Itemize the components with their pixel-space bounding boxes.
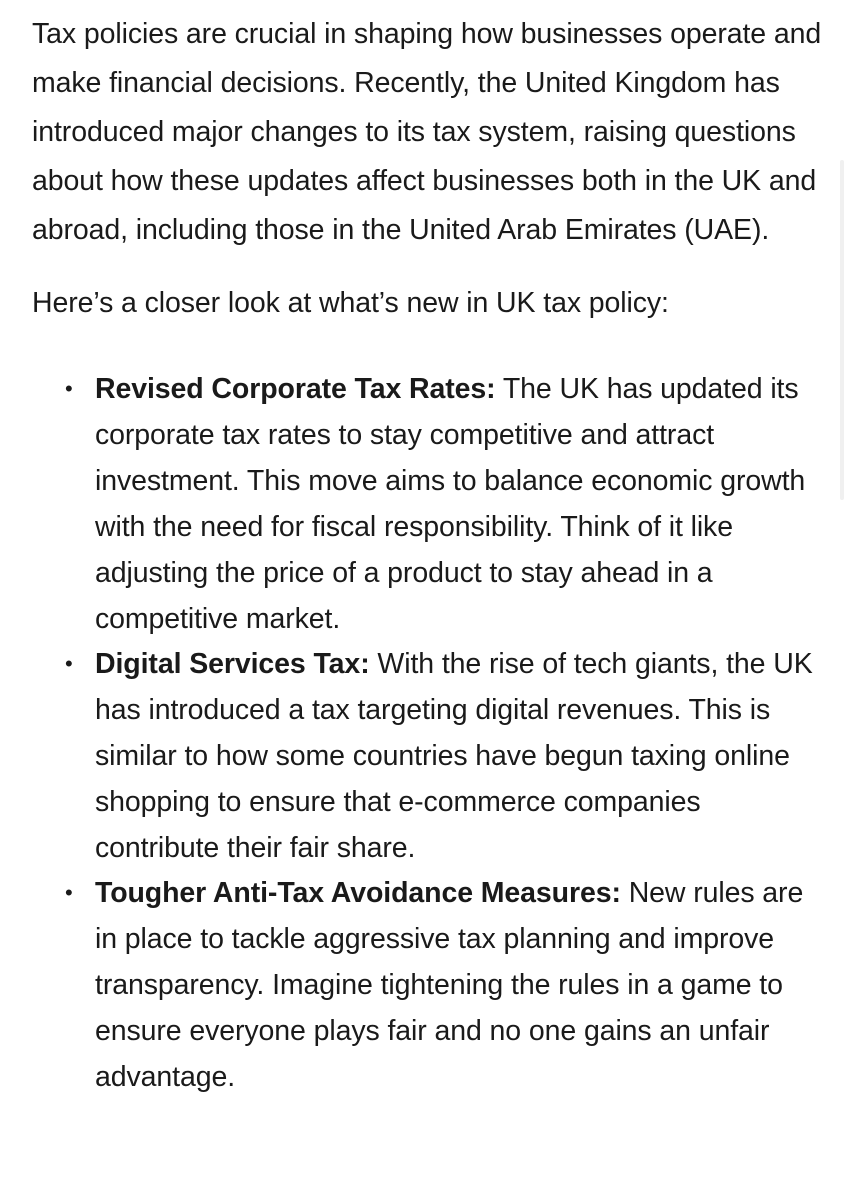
bullet-icon: •: [65, 880, 73, 905]
intro-paragraph: Tax policies are crucial in shaping how businesses operate and make financial decisions. Recently, the United Kingdom has introduced major changes to its tax system, raising questions about how these updates affect businesses both in the UK and abroad, including those in the United Arab Emirates (UAE).: [32, 18, 822, 246]
article-body: [32, 10, 822, 1099]
list-item: [32, 366, 822, 642]
scrollbar[interactable]: [840, 160, 844, 500]
list-item: [32, 641, 822, 871]
bullet-icon: •: [65, 376, 73, 401]
list-item: [32, 870, 822, 1100]
lead-in-paragraph: Here’s a closer look at what’s new in UK tax policy:: [32, 287, 669, 319]
list-item-title: Revised Corporate Tax Rates:: [95, 373, 496, 405]
list-item-title: Digital Services Tax:: [95, 648, 370, 680]
list-item-title: Tougher Anti-Tax Avoidance Measures:: [95, 877, 621, 909]
bullet-icon: •: [65, 651, 73, 676]
list-item-text: With the rise of tech giants, the UK has introduced a tax targeting digital revenues. This is similar to how some countries have begun taxing online shopping to ensure that e-commerce companies contribute their fair share.: [95, 648, 813, 864]
list-item-text: The UK has updated its corporate tax rates to stay competitive and attract investment. This move aims to balance economic growth with the need for fiscal responsibility. Think of it like adjusting the price of a product to stay ahead in a competitive market.: [95, 373, 806, 635]
policy-list: [32, 366, 822, 1100]
list-item-text: New rules are in place to tackle aggressive tax planning and improve transparency. Imagine tightening the rules in a game to ensure everyone plays fair and no one gains an unfair advantage.: [95, 877, 804, 1093]
